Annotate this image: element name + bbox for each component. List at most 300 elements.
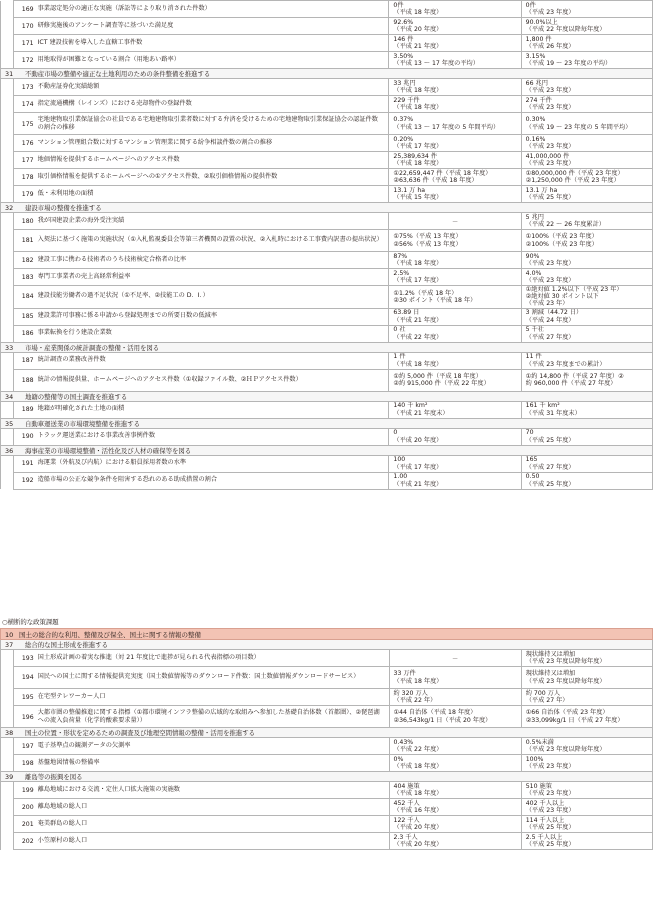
group-title: 市場・産業関係の統計調査の整備・活用を図る bbox=[25, 343, 160, 352]
indicator-cell bbox=[13, 169, 389, 186]
baseline-cell bbox=[389, 1, 521, 18]
indicator-number: 176 bbox=[21, 139, 34, 147]
indicator-number: 179 bbox=[21, 190, 34, 198]
indicator-number: 183 bbox=[21, 273, 34, 281]
indicator-row bbox=[1, 455, 653, 472]
indent-cell bbox=[1, 1, 14, 18]
indent-cell bbox=[1, 352, 14, 369]
group-header-row bbox=[1, 728, 653, 738]
indicator-label: 小笠原村の総人口 bbox=[37, 836, 88, 844]
baseline-period: （平成 22 年） bbox=[393, 697, 437, 704]
indicator-number: 169 bbox=[21, 5, 34, 13]
baseline-value: 229 千件 bbox=[393, 96, 420, 104]
baseline-period: （平成 17 年度） bbox=[393, 277, 443, 284]
target-cell bbox=[521, 135, 652, 152]
target-period: ②1,250,000 件（平成 23 年度） bbox=[525, 177, 620, 184]
baseline-value: 13.1 万 ha bbox=[393, 186, 426, 194]
group-number: 39 bbox=[5, 773, 14, 781]
group-title: 地籍の整備等の国土調査を推進する bbox=[25, 392, 128, 401]
indicator-label: 地籍が明確化された土地の面積 bbox=[37, 405, 125, 413]
indent-cell bbox=[1, 213, 14, 230]
indicator-cell bbox=[13, 782, 389, 799]
indent-cell bbox=[1, 269, 14, 286]
indicator-number: 173 bbox=[21, 83, 34, 91]
indicator-label: 不動産証券化実績総額 bbox=[37, 82, 100, 90]
indent-cell bbox=[1, 52, 14, 69]
indicator-number: 194 bbox=[21, 674, 34, 681]
target-value: 66 兆円 bbox=[525, 79, 548, 87]
indicator-label: 電子基準点の観測データの欠測率 bbox=[37, 741, 131, 749]
group-title: 海事産業の市場環境整備・活性化及び人材の確保等を図る bbox=[25, 446, 192, 455]
indicator-label: 事業転換を行う建設企業数 bbox=[37, 329, 112, 337]
baseline-period: （平成 18 年度） bbox=[393, 160, 443, 167]
target-cell bbox=[521, 428, 652, 445]
target-cell bbox=[521, 18, 652, 35]
indicator-row bbox=[1, 352, 653, 369]
indicator-cell bbox=[13, 18, 389, 35]
target-period: （平成 23 年度） bbox=[525, 87, 575, 94]
indicator-number: 189 bbox=[21, 406, 34, 414]
baseline-value: 63.89 日 bbox=[393, 309, 420, 317]
indent-cell bbox=[1, 18, 14, 35]
baseline-cell bbox=[389, 472, 521, 489]
baseline-period: （平成 20 年度） bbox=[393, 436, 443, 444]
target-cell bbox=[521, 755, 652, 772]
indent-cell bbox=[1, 152, 14, 169]
indicator-row bbox=[1, 472, 653, 489]
target-cell bbox=[521, 230, 652, 252]
target-cell bbox=[521, 79, 652, 96]
baseline-period: ②30 ポイント（平成 18 年） bbox=[393, 296, 477, 304]
indicator-number: 171 bbox=[21, 39, 34, 47]
indicator-row bbox=[1, 79, 653, 96]
baseline-period: （平成 17 年度） bbox=[393, 463, 443, 471]
category-cell bbox=[1, 629, 653, 640]
target-cell bbox=[521, 169, 652, 186]
target-value: 402 千人以上 bbox=[525, 799, 565, 807]
target-cell bbox=[521, 352, 652, 369]
indicator-label: 統計の情報提供量、ホームページへのアクセス件数（①収録ファイル数、②ＨＰアクセス件数） bbox=[37, 375, 302, 383]
indicator-label: 専門工事業者の売上高経常利益率 bbox=[37, 272, 131, 280]
baseline-value: ①75%（平成 13 年度） bbox=[393, 233, 462, 241]
indent-cell bbox=[1, 113, 14, 135]
target-period-extra: （平成 23 年） bbox=[525, 300, 569, 308]
group-title: 総合的な国土形成を推進する bbox=[25, 641, 109, 649]
indent-cell bbox=[1, 230, 14, 252]
indicator-number: 190 bbox=[21, 433, 34, 441]
indicator-cell bbox=[13, 816, 389, 833]
baseline-value: 1 件 bbox=[393, 353, 406, 361]
baseline-cell bbox=[389, 186, 521, 203]
indicator-cell bbox=[13, 401, 389, 418]
target-value: 90% bbox=[525, 252, 540, 260]
indicator-cell bbox=[13, 667, 389, 689]
indicator-row bbox=[1, 230, 653, 252]
target-value: ①100%（平成 23 年度） bbox=[525, 233, 598, 241]
target-cell bbox=[521, 186, 652, 203]
target-period: （平成 23 年度以降毎年度） bbox=[525, 746, 606, 753]
target-cell bbox=[521, 286, 652, 309]
indent-cell bbox=[1, 816, 14, 833]
target-value: ①約 14,800 件（平成 27 年度）② bbox=[525, 372, 624, 380]
indicator-cell bbox=[13, 286, 389, 309]
indicator-number: 186 bbox=[21, 330, 34, 338]
target-cell bbox=[521, 1, 652, 18]
group-cell bbox=[1, 640, 653, 650]
target-value: 90.0%以上 bbox=[525, 18, 558, 26]
baseline-period: （平成 20 年度） bbox=[393, 841, 443, 848]
indicator-row bbox=[1, 18, 653, 35]
baseline-period: （平成 13 ～ 17 年度の 5 年間平均） bbox=[393, 123, 500, 131]
target-value: 4.0% bbox=[525, 269, 542, 277]
baseline-cell bbox=[389, 52, 521, 69]
indicator-label: 建設業許可事務に係る申請から登録処理までの所要日数の低減率 bbox=[37, 312, 218, 320]
target-period: （平成 23 年度） bbox=[525, 763, 575, 770]
group-cell bbox=[1, 69, 653, 79]
indicator-cell bbox=[13, 352, 389, 369]
target-period: ②100%（平成 23 年度） bbox=[525, 240, 598, 248]
target-cell bbox=[521, 689, 652, 706]
indicator-label: 在宅型テレワーカー人口 bbox=[37, 692, 106, 700]
indicator-label: 事業認定処分の適正な実施（訴訟等により取り消された件数） bbox=[37, 4, 211, 12]
baseline-period: （平成 18 年度） bbox=[393, 790, 443, 797]
baseline-period: （平成 21 年度末） bbox=[393, 409, 449, 417]
indent-cell bbox=[1, 738, 14, 755]
indicator-cell bbox=[13, 472, 389, 489]
group-header-row bbox=[1, 391, 653, 401]
indicator-cell bbox=[13, 269, 389, 286]
indicator-label: 地価情報を提供するホームページへのアクセス件数 bbox=[37, 155, 180, 163]
indicator-label: 低・未利用地の面積 bbox=[37, 189, 94, 197]
target-period: （平成 23 年度） bbox=[525, 104, 575, 111]
baseline-period: （平成 15 年度） bbox=[393, 194, 443, 201]
indicator-row bbox=[1, 650, 653, 667]
baseline-cell bbox=[389, 286, 521, 309]
group-title: 離島等の振興を図る bbox=[25, 773, 83, 781]
baseline-value: 0 bbox=[393, 429, 398, 437]
baseline-cell bbox=[389, 18, 521, 35]
indicator-number: 172 bbox=[21, 56, 34, 64]
baseline-period: （平成 17 年度） bbox=[393, 143, 443, 150]
indent-cell bbox=[1, 833, 14, 850]
indicator-cell bbox=[13, 308, 389, 325]
indent-cell bbox=[1, 706, 14, 728]
target-period: （平成 23 年度） bbox=[525, 9, 575, 16]
target-period: （平成 27 年） bbox=[525, 697, 569, 704]
indicator-label: 入契法に基づく施策の実施状況（①入札監視委員会等第三者機関の設置の状況、②入札時における工事費内訳書の提出状況） bbox=[37, 236, 383, 243]
indent-cell bbox=[1, 186, 14, 203]
indicator-number: 195 bbox=[21, 693, 34, 701]
baseline-cell bbox=[389, 706, 521, 728]
indicator-label: 用地取得が困難となっている割合（用地あい路率） bbox=[37, 55, 180, 63]
target-value: 1,800 件 bbox=[525, 35, 552, 43]
indicator-row bbox=[1, 325, 653, 342]
indicator-cell bbox=[13, 428, 389, 445]
indicator-row bbox=[1, 113, 653, 135]
group-number: 36 bbox=[5, 446, 14, 455]
target-value: 0.50 bbox=[525, 473, 540, 481]
target-value: 5 千社 bbox=[525, 326, 544, 334]
group-number: 35 bbox=[5, 419, 14, 428]
target-period: （平成 23 年度までの累計） bbox=[525, 360, 606, 368]
indicator-row bbox=[1, 799, 653, 816]
group-number: 37 bbox=[5, 641, 14, 649]
target-cell bbox=[521, 113, 652, 135]
target-period: （平成 25 年度） bbox=[525, 194, 575, 201]
baseline-cell bbox=[389, 230, 521, 252]
target-period: （平成 23 年度以降毎年度） bbox=[525, 658, 606, 665]
target-value: 2.5 千人以上 bbox=[525, 833, 563, 841]
baseline-cell bbox=[389, 369, 521, 391]
indicator-cell bbox=[13, 252, 389, 269]
target-cell bbox=[521, 816, 652, 833]
target-period: （平成 23 年度） bbox=[525, 807, 575, 814]
indicator-label: ICT 建設技術を導入した直轄工事件数 bbox=[37, 38, 143, 46]
indicator-label: 我が国建設企業の海外受注実績 bbox=[37, 216, 125, 224]
target-period: （平成 23 年度） bbox=[525, 277, 575, 284]
baseline-cell bbox=[389, 152, 521, 169]
indicator-label: 建設工事に携わる技術者のうち技術検定合格者の比率 bbox=[37, 255, 187, 263]
target-value: 0.5%未満 bbox=[525, 738, 554, 746]
indicator-row bbox=[1, 369, 653, 391]
indicator-row bbox=[1, 52, 653, 69]
indicator-row bbox=[1, 35, 653, 52]
baseline-value: ①約 5,000 件（平成 18 年度） bbox=[393, 372, 482, 380]
indicator-row bbox=[1, 833, 653, 850]
category-number: 10 bbox=[5, 630, 14, 639]
indicator-number: 200 bbox=[21, 803, 34, 811]
indicator-label: マンション管理組合数に対するマンション管理業に関する紛争相談件数の割合の推移 bbox=[37, 138, 273, 146]
baseline-cell bbox=[389, 325, 521, 342]
baseline-cell bbox=[389, 269, 521, 286]
baseline-value: 25,389,634 件 bbox=[393, 152, 438, 160]
target-cell bbox=[521, 799, 652, 816]
group-header-row bbox=[1, 342, 653, 352]
indicator-number: 199 bbox=[21, 786, 34, 794]
indicator-cell bbox=[13, 755, 389, 772]
group-cell bbox=[1, 391, 653, 401]
group-header-row bbox=[1, 445, 653, 455]
indent-cell bbox=[1, 35, 14, 52]
group-number: 32 bbox=[5, 204, 14, 212]
group-header-row bbox=[1, 69, 653, 79]
baseline-cell bbox=[389, 352, 521, 369]
target-period: ②絶対値 30 ポイント以下 bbox=[525, 293, 599, 301]
baseline-value: 0件 bbox=[393, 1, 404, 9]
indicator-row bbox=[1, 706, 653, 728]
indicator-row bbox=[1, 667, 653, 689]
baseline-value: 3.50% bbox=[393, 52, 414, 60]
target-period: （平成 23 年度以降毎年度） bbox=[525, 677, 606, 685]
indent-cell bbox=[1, 96, 14, 113]
baseline-cell bbox=[389, 689, 521, 706]
category-title: 国土の総合的な利用、整備及び保全、国土に関する情報の整備 bbox=[19, 630, 201, 639]
baseline-value: 0% bbox=[393, 755, 404, 763]
indicator-row bbox=[1, 96, 653, 113]
indent-cell bbox=[1, 401, 14, 418]
group-header-row bbox=[1, 640, 653, 650]
baseline-value: － bbox=[389, 213, 521, 230]
indicator-cell bbox=[13, 455, 389, 472]
indent-cell bbox=[1, 79, 14, 96]
target-period: （平成 25 年度） bbox=[525, 841, 575, 848]
baseline-value: 2.5% bbox=[393, 269, 410, 277]
indicator-cell bbox=[13, 35, 389, 52]
target-value: 3.15% bbox=[525, 52, 546, 60]
indicator-cell bbox=[13, 706, 389, 728]
target-cell bbox=[521, 369, 652, 391]
indicator-row bbox=[1, 135, 653, 152]
indicator-row bbox=[1, 286, 653, 309]
target-value: 161 千 km² bbox=[525, 402, 560, 410]
baseline-period: （平成 18 年度） bbox=[393, 104, 443, 111]
target-cell bbox=[521, 706, 652, 728]
baseline-period: （平成 18 年度） bbox=[393, 9, 443, 16]
target-value: 11 件 bbox=[525, 353, 542, 361]
target-cell bbox=[521, 152, 652, 169]
indicator-number: 174 bbox=[21, 100, 34, 108]
target-period: （平成 23 年度） bbox=[525, 790, 575, 797]
baseline-cell bbox=[389, 667, 521, 689]
category-header-row bbox=[1, 629, 653, 640]
target-cell bbox=[521, 308, 652, 325]
indicator-row bbox=[1, 755, 653, 772]
group-header-row bbox=[1, 772, 653, 782]
baseline-cell bbox=[389, 401, 521, 418]
baseline-value: 約 320 万人 bbox=[393, 689, 428, 697]
baseline-cell bbox=[389, 455, 521, 472]
baseline-cell bbox=[389, 252, 521, 269]
baseline-value: 0.43% bbox=[393, 738, 414, 746]
indicator-label: 国土形成計画の着実な推進（対 21 年度比で進捗が見られる代表指標の項目数） bbox=[37, 653, 260, 661]
baseline-cell bbox=[389, 738, 521, 755]
baseline-value: 146 件 bbox=[393, 35, 414, 43]
group-number: 31 bbox=[5, 70, 14, 78]
baseline-value: 0 社 bbox=[393, 326, 406, 334]
indicator-number: 193 bbox=[21, 654, 34, 662]
indent-cell bbox=[1, 650, 14, 667]
target-period: （平成 23 年度） bbox=[525, 143, 575, 150]
indicator-number: 170 bbox=[21, 22, 34, 30]
indicator-cell bbox=[13, 650, 389, 667]
baseline-value: 452 千人 bbox=[393, 799, 420, 807]
baseline-cell bbox=[389, 96, 521, 113]
indicator-row bbox=[1, 169, 653, 186]
target-value: 510 施策 bbox=[525, 782, 552, 790]
target-period: （平成 19 ～ 23 年度の 5 年間平均） bbox=[525, 123, 632, 131]
target-cell bbox=[521, 472, 652, 489]
target-value: 100% bbox=[525, 755, 544, 763]
baseline-value: 100 bbox=[393, 456, 406, 464]
target-value: ①絶対値 1.2%以下（平成 23 年） bbox=[525, 286, 623, 293]
indent-cell bbox=[1, 135, 14, 152]
baseline-cell bbox=[389, 833, 521, 850]
baseline-period: ②36,543kg/1 日（平成 20 年度） bbox=[393, 716, 492, 724]
indicator-number: 187 bbox=[21, 357, 34, 365]
group-title: 建設市場の整備を推進する bbox=[25, 204, 102, 212]
indicator-cell bbox=[13, 96, 389, 113]
indicator-row bbox=[1, 213, 653, 230]
baseline-cell bbox=[389, 816, 521, 833]
indicator-row bbox=[1, 738, 653, 755]
target-period: （平成 23 年度） bbox=[525, 260, 575, 267]
indicator-label: 国民への国土に関する情報提供充実度（国土数値情報等のダウンロード件数：国土数値情報ダウンロードサービス） bbox=[37, 673, 360, 680]
target-value: 3 割減（44.72 日） bbox=[525, 309, 583, 317]
target-cell bbox=[521, 96, 652, 113]
indicator-row bbox=[1, 269, 653, 286]
indent-cell bbox=[1, 428, 14, 445]
indicator-cell bbox=[13, 135, 389, 152]
baseline-value: ①22,659,447 件（平成 18 年度） bbox=[393, 169, 492, 177]
indicator-number: 192 bbox=[21, 477, 34, 485]
indicator-cell bbox=[13, 833, 389, 850]
indicator-cell bbox=[13, 230, 389, 252]
indicator-label: 奄美群島の総人口 bbox=[37, 819, 88, 827]
indicator-number: 178 bbox=[21, 173, 34, 181]
indicator-label: トラック運送業における事業改善事例件数 bbox=[37, 432, 156, 440]
baseline-cell bbox=[389, 169, 521, 186]
indent-cell bbox=[1, 325, 14, 342]
group-title: 不動産市場の整備や適正な土地利用のための条件整備を推進する bbox=[25, 70, 211, 78]
indicator-cell bbox=[13, 186, 389, 203]
indicator-label: 統計調査の業務改善件数 bbox=[37, 356, 106, 364]
target-period: （平成 27 年度） bbox=[525, 463, 575, 471]
target-period: 約 960,000 件（平成 27 年度） bbox=[525, 380, 617, 388]
indicator-cell bbox=[13, 325, 389, 342]
target-period: （平成 25 年度） bbox=[525, 824, 575, 831]
indent-cell bbox=[1, 782, 14, 799]
indicator-label: 基盤地図情報の整備率 bbox=[37, 758, 100, 766]
indicator-row bbox=[1, 689, 653, 706]
baseline-period: ②63,636 件（平成 18 年度） bbox=[393, 177, 478, 184]
baseline-cell bbox=[389, 308, 521, 325]
indent-cell bbox=[1, 689, 14, 706]
target-value: 114 千人以上 bbox=[525, 816, 565, 824]
target-value: 現状維持又は増加 bbox=[525, 650, 576, 658]
indicator-number: 182 bbox=[21, 256, 34, 264]
baseline-period: （平成 21 年度） bbox=[393, 316, 443, 324]
indent-cell bbox=[1, 308, 14, 325]
indicator-row bbox=[1, 816, 653, 833]
baseline-period: （平成 20 年度） bbox=[393, 824, 443, 831]
group-number: 34 bbox=[5, 392, 14, 401]
group-cell bbox=[1, 445, 653, 455]
baseline-value: 0.37% bbox=[393, 116, 414, 124]
indicator-cell bbox=[13, 79, 389, 96]
baseline-period: （平成 13 ～ 17 年度の平均） bbox=[393, 60, 479, 67]
target-cell bbox=[521, 252, 652, 269]
indicator-label: 造船市場の公正な競争条件を阻害する恐れのある助成措置の割合 bbox=[37, 476, 218, 484]
indicator-row bbox=[1, 1, 653, 18]
target-cell bbox=[521, 213, 652, 230]
baseline-value: 404 施策 bbox=[393, 782, 420, 790]
target-cell bbox=[521, 738, 652, 755]
indicator-row bbox=[1, 252, 653, 269]
target-cell bbox=[521, 52, 652, 69]
indicator-cell bbox=[13, 799, 389, 816]
indicator-number: 191 bbox=[21, 460, 34, 468]
group-cell bbox=[1, 728, 653, 738]
baseline-cell bbox=[389, 113, 521, 135]
indent-cell bbox=[1, 667, 14, 689]
indicator-row bbox=[1, 152, 653, 169]
baseline-period: （平成 18 年度） bbox=[393, 87, 443, 94]
target-cell bbox=[521, 833, 652, 850]
target-period: （平成 25 年度） bbox=[525, 436, 575, 444]
target-cell bbox=[521, 782, 652, 799]
group-cell bbox=[1, 203, 653, 213]
baseline-period: （平成 18 年度） bbox=[393, 260, 443, 267]
